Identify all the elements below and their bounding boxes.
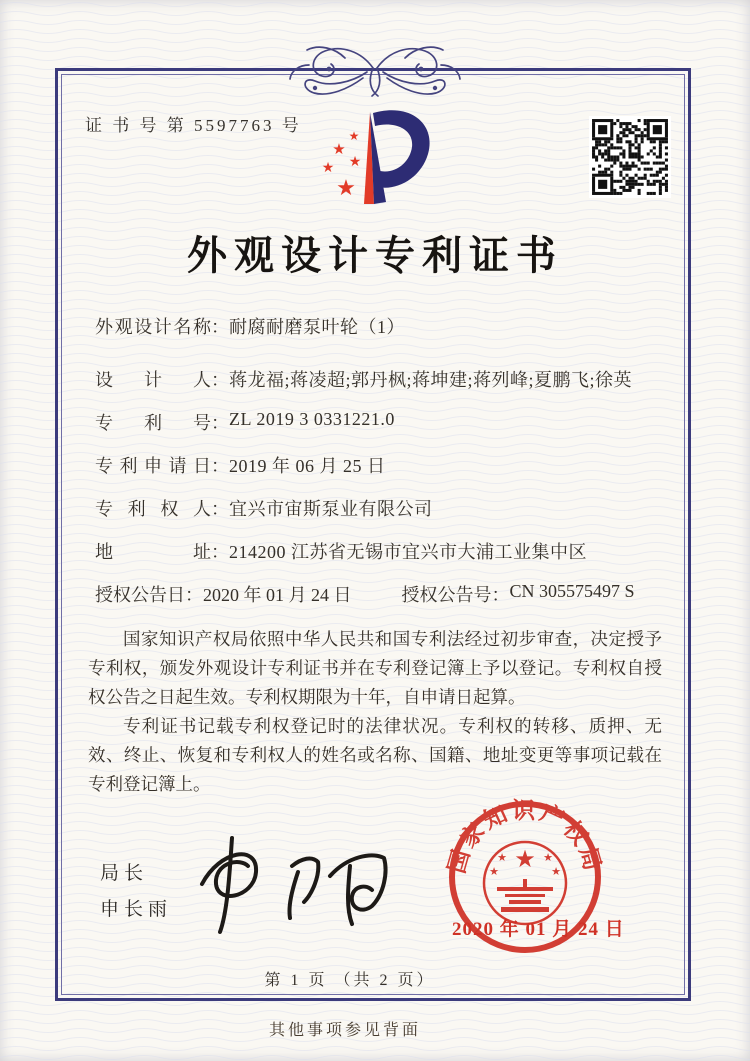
grant-stamp-date: 2020 年 01 月 24 日 (452, 919, 625, 940)
certificate-number: 证 书 号 第 5597763 号 (85, 116, 302, 135)
svg-text:★: ★ (336, 176, 356, 201)
director-title: 局长 (100, 863, 149, 884)
field-label: 专利申请日 (95, 456, 211, 476)
field-label: 外观设计名称 (95, 317, 211, 337)
certificate-title: 外观设计专利证书 (187, 233, 563, 278)
field-value: 耐腐耐磨泵叶轮（1） (229, 317, 405, 337)
svg-text:★: ★ (348, 154, 362, 170)
seal-ring-text: 国家知识产权局 (444, 798, 606, 877)
legal-text (88, 625, 662, 799)
grant-number-label: 授权公告号 (401, 585, 492, 605)
field-label: 地 址 (95, 542, 211, 562)
field-filing-date: 专利申请日 ： 2019 年 06 月 25 日 (95, 452, 661, 495)
field-label: 设 计 人 (95, 370, 211, 390)
svg-text:★: ★ (321, 160, 335, 176)
back-side-note: 其他事项参见背面 (268, 1022, 421, 1039)
field-label: 专 利 号 (95, 413, 211, 433)
field-value: ZL 2019 3 0331221.0 (229, 409, 395, 429)
top-flourish-ornament-icon (250, 38, 500, 104)
field-value: 蒋龙福;蒋凌超;郭丹枫;蒋坤建;蒋列峰;夏鹏飞;徐英 (229, 370, 633, 390)
field-grant-row: 授权公告日 ： 2020 年 01 月 24 日 授权公告号 ： CN 305575497 S (95, 581, 635, 605)
field-list (95, 313, 661, 624)
svg-text:★: ★ (514, 845, 536, 873)
director-handwritten-signature-icon (180, 832, 395, 937)
field-patent-number: 专 利 号 ： ZL 2019 3 0331221.0 (95, 409, 661, 452)
field-value: 宜兴市宙斯泵业有限公司 (229, 499, 433, 519)
field-label: 专 利 权 人 (95, 499, 211, 519)
page-number: 第 1 页 （共 2 页） (264, 972, 436, 989)
svg-text:★: ★ (543, 851, 553, 864)
field-patentee: 专 利 权 人 ： 宜兴市宙斯泵业有限公司 (95, 495, 661, 538)
svg-text:★: ★ (551, 865, 561, 878)
field-address: 地 址 ： 214200 江苏省无锡市宜兴市大浦工业集中区 (95, 538, 661, 581)
svg-text:★: ★ (497, 851, 507, 864)
svg-text:★: ★ (332, 140, 346, 158)
legal-paragraph-1: 国家知识产权局依照中华人民共和国专利法经过初步审查，决定授予专利权，颁发外观设计专利证书并在专利登记簿上予以登记。专利权自授权公告之日起生效。专利权期限为十年，自申请日起算。 (88, 629, 662, 707)
director-name: 申长雨 (100, 899, 173, 920)
grant-date-value: 2020 年 01 月 24 日 (203, 585, 352, 605)
svg-text:★: ★ (489, 865, 499, 878)
svg-text:★: ★ (348, 129, 360, 143)
national-emblem-icon (484, 842, 566, 924)
grant-number-value: CN 305575497 S (509, 581, 635, 601)
field-designers: 设 计 人 ： 蒋龙福;蒋凌超;郭丹枫;蒋坤建;蒋列峰;夏鹏飞;徐英 (95, 366, 661, 409)
qr-code-icon (589, 116, 671, 198)
field-value: 214200 江苏省无锡市宜兴市大浦工业集中区 (229, 542, 587, 562)
field-value: 2019 年 06 月 25 日 (229, 456, 386, 476)
grant-date-label: 授权公告日 (95, 585, 185, 605)
legal-paragraph-2: 专利证书记载专利权登记时的法律状况。专利权的转移、质押、无效、终止、恢复和专利权人的姓名或名称、国籍、地址变更等事项记载在专利登记簿上。 (88, 716, 662, 794)
field-design-name: 外观设计名称 ： 耐腐耐磨泵叶轮（1） (95, 313, 661, 366)
cnipa-patent-logo-icon (298, 100, 452, 214)
